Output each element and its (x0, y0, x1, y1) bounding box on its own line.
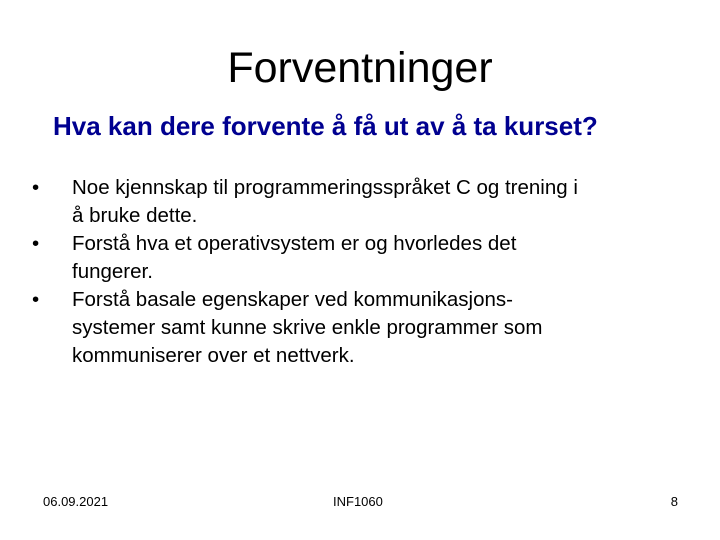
bullet-text-line: Forstå hva et operativsystem er og hvorledes det (72, 232, 517, 255)
bullet-item (28, 286, 693, 370)
slide-subtitle: Hva kan dere forvente å få ut av å ta kurset? (53, 111, 598, 141)
bullet-item (28, 174, 693, 230)
bullet-text-line: Noe kjennskap til programmeringsspråket C og trening i (72, 176, 578, 199)
footer-date: 06.09.2021 (43, 494, 109, 509)
bullet-text-line: systemer samt kunne skrive enkle programmer som (72, 316, 543, 339)
page-number: 8 (670, 494, 678, 509)
bullet-dot-icon: • (32, 288, 40, 311)
bullet-item (28, 230, 693, 286)
bullet-dot-icon: • (32, 232, 40, 255)
bullet-text-line: kommuniserer over et nettverk. (72, 344, 355, 367)
bullet-text-line: Forstå basale egenskaper ved kommunikasjons- (72, 288, 513, 311)
bullet-text-line: å bruke dette. (72, 204, 198, 227)
slide-title: Forventninger (227, 44, 493, 92)
bullet-dot-icon: • (32, 176, 40, 199)
bullet-list (28, 174, 693, 370)
bullet-text-line: fungerer. (72, 260, 153, 283)
footer-course: INF1060 (333, 494, 383, 509)
